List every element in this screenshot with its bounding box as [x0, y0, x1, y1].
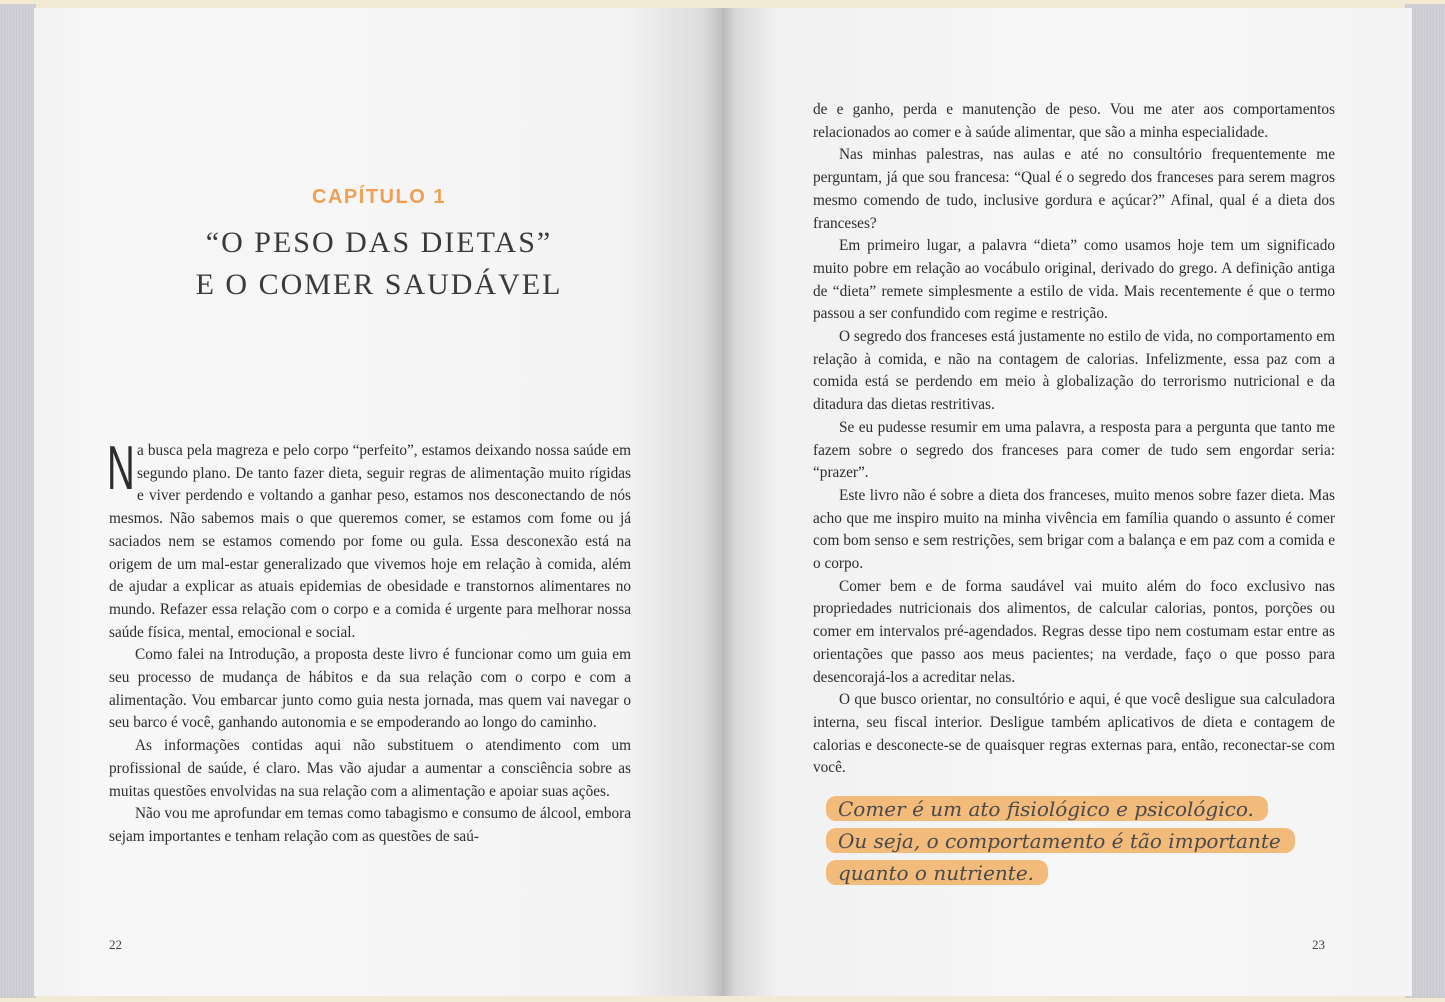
paragraph-text: a busca pela magreza e pelo corpo “perfeito”, estamos deixando nossa saúde em segundo plano. De tanto fazer dieta, seguir regras de alimentação muito rígidas e viver perdendo e voltando a ganhar peso, estamos nos desconectando de nós mesmos. Não sabemos mais o que queremos comer, se estamos com fome ou já saciados nem se estamos comendo por fome ou gula. Essa desconexão está na origem de um mal-estar generalizado que vivemos hoje em relação à comida, além de ajudar a explicar as atuais epidemias de obesidade e transtornos alimentares no mundo. Refazer essa relação com o corpo e a comida é urgente para melhorar nossa saúde física, mental, emocional e social. — [109, 442, 631, 641]
left-body-text — [107, 434, 631, 849]
paragraph: Comer bem e de forma saudável vai muito além do foco exclusivo nas propriedades nutricionais dos alimentos, de calcular calorias, pontos, porções ou comer em intervalos pré-agendados. Regras desse tipo nem costumam estar entre as orientações que passo aos meus pacientes; na verdade, faço o que posso para desencorajá-los a acreditar nelas. — [813, 577, 1335, 686]
highlighted-quote — [826, 796, 1295, 892]
paragraph: Este livro não é sobre a dieta dos franceses, muito menos sobre fazer dieta. Mas acho que me inspiro muito na minha vivência em família quando o assunto é comer com bom senso e sem restrições, sem brigar com a balança e em paz com a comida e o corpo. — [813, 486, 1335, 573]
page-number-right: 23 — [1312, 937, 1325, 952]
paragraph: Se eu pudesse resumir em uma palavra, a resposta para a pergunta que tanto me fazem sobre o segredo dos franceses para comer de tudo sem engordar seria: “prazer”. — [813, 418, 1335, 482]
paragraph: O que busco orientar, no consultório e aqui, é que você desligue sua calculadora interna, seu fiscal interior. Desligue também aplicativos de dieta e contagem de calorias e desconecte-se de quaisquer regras externas para, então, reconectar-se com você. — [813, 691, 1335, 777]
right-body-text — [813, 99, 1335, 780]
paragraph: de e ganho, perda e manutenção de peso. Vou me ater aos comportamentos relacionados ao comer e à saúde alimentar, que são a minha especialidade. — [813, 101, 1335, 141]
page-number-left: 22 — [109, 937, 122, 952]
drop-cap: N — [107, 434, 135, 503]
chapter-title — [34, 222, 724, 306]
chapter-title-line-2: E O COMER SAUDÁVEL — [195, 268, 563, 301]
quote-line: Ou seja, o comportamento é tão importante — [826, 828, 1295, 853]
quote-line: quanto o nutriente. — [826, 860, 1048, 885]
page-edges-left — [0, 4, 36, 998]
paragraph: Como falei na Introdução, a proposta deste livro é funcionar como um guia em seu processo de mudança de hábitos e da sua relação com o corpo e com a alimentação. Vou embarcar junto como guia nesta jornada, mas quem vai navegar o seu barco é você, ganhando autonomia e se empoderando ao longo do caminho. — [109, 646, 631, 732]
right-page — [722, 8, 1412, 996]
quote-line: Comer é um ato fisiológico e psicológico. — [826, 796, 1268, 821]
paragraph: O segredo dos franceses está justamente no estilo de vida, no comportamento em relação à comida, e não na contagem de calorias. Infelizmente, essa paz com a comida está se perdendo em meio à globalização do terrorismo nutricional e da ditadura das dietas restritivas. — [813, 328, 1335, 414]
paragraph — [107, 434, 631, 644]
paragraph: As informações contidas aqui não substituem o atendimento com um profissional de saúde, é claro. Mas vão ajudar a aumentar a consciência sobre as muitas questões envolvidas na sua relação com a alimentação e apoiar suas ações. — [109, 737, 631, 800]
paragraph: Em primeiro lugar, a palavra “dieta” como usamos hoje tem um significado muito pobre em relação ao vocábulo original, derivado do grego. A definição antiga de “dieta” remete simplesmente a estilo de vida. Mais recentemente é que o termo passou a ser confundido com regime e restrição. — [813, 237, 1335, 323]
paragraph: Não vou me aprofundar em temas como tabagismo e consumo de álcool, embora sejam importantes e tenham relação com as questões de saú- — [109, 805, 631, 845]
left-page — [34, 8, 724, 996]
paragraph: Nas minhas palestras, nas aulas e até no consultório frequentemente me perguntam, já que sou francesa: “Qual é o segredo dos franceses para serem magros mesmo comendo de tudo, inclusive gordura e açúcar?” Afinal, qual é a dieta dos franceses? — [813, 146, 1335, 232]
chapter-title-line-1: “O PESO DAS DIETAS” — [205, 226, 553, 259]
chapter-label: CAPÍTULO 1 — [312, 186, 446, 208]
